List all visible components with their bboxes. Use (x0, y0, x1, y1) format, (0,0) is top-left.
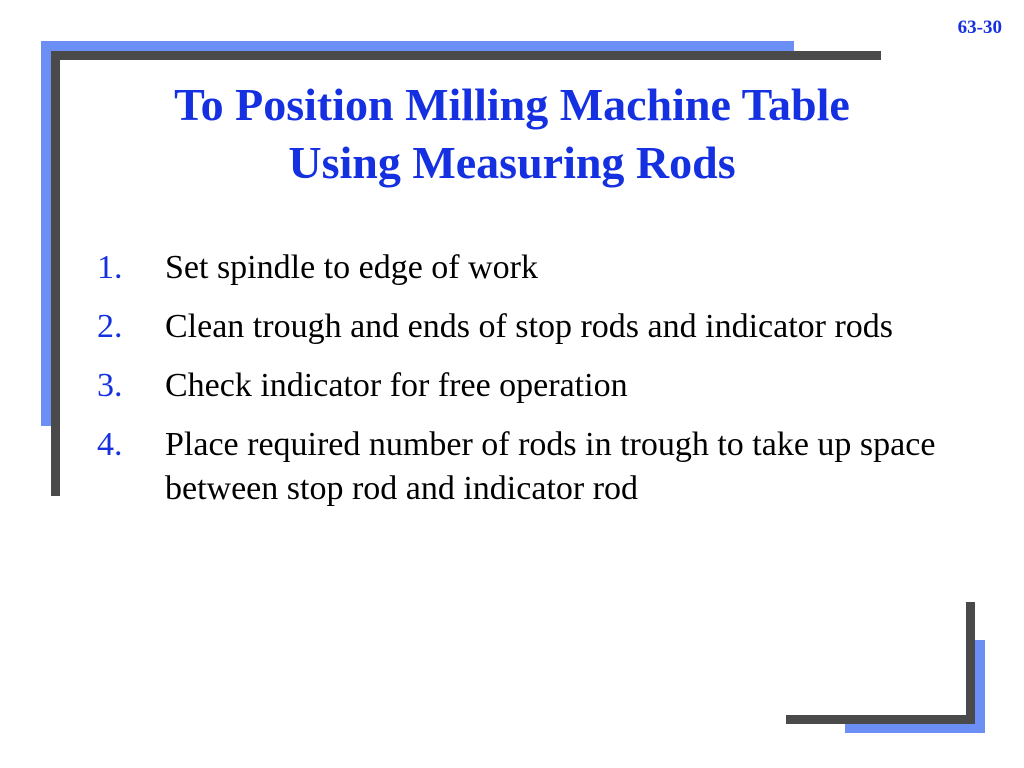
step-number: 3. (97, 367, 123, 404)
frame-bottom-blue-bar (845, 723, 985, 733)
step-item (97, 246, 957, 290)
step-item (97, 305, 957, 349)
frame-left-blue-bar (41, 41, 51, 426)
step-item (97, 423, 957, 511)
frame-bottom-gray-bar (786, 715, 975, 724)
slide-title (60, 76, 964, 192)
slide-number: 63-30 (957, 17, 1002, 38)
frame-right-blue-bar (975, 640, 985, 733)
frame-left-gray-bar (51, 51, 60, 496)
frame-right-gray-bar (966, 602, 975, 723)
step-item (97, 364, 957, 408)
steps-list (97, 246, 957, 526)
step-text: Place required number of rods in trough to take up space between stop rod and indicator rod (165, 426, 936, 507)
step-text: Clean trough and ends of stop rods and indicator rods (165, 308, 894, 345)
step-text: Check indicator for free operation (165, 367, 628, 404)
slide-title-line-1: To Position Milling Machine Table (174, 79, 850, 130)
step-text: Set spindle to edge of work (165, 249, 538, 286)
step-number: 2. (97, 308, 123, 345)
step-number: 1. (97, 249, 123, 286)
step-number: 4. (97, 426, 123, 463)
frame-top-blue-bar (41, 41, 794, 51)
frame-top-gray-bar (51, 51, 881, 60)
slide-title-line-2: Using Measuring Rods (288, 137, 736, 188)
